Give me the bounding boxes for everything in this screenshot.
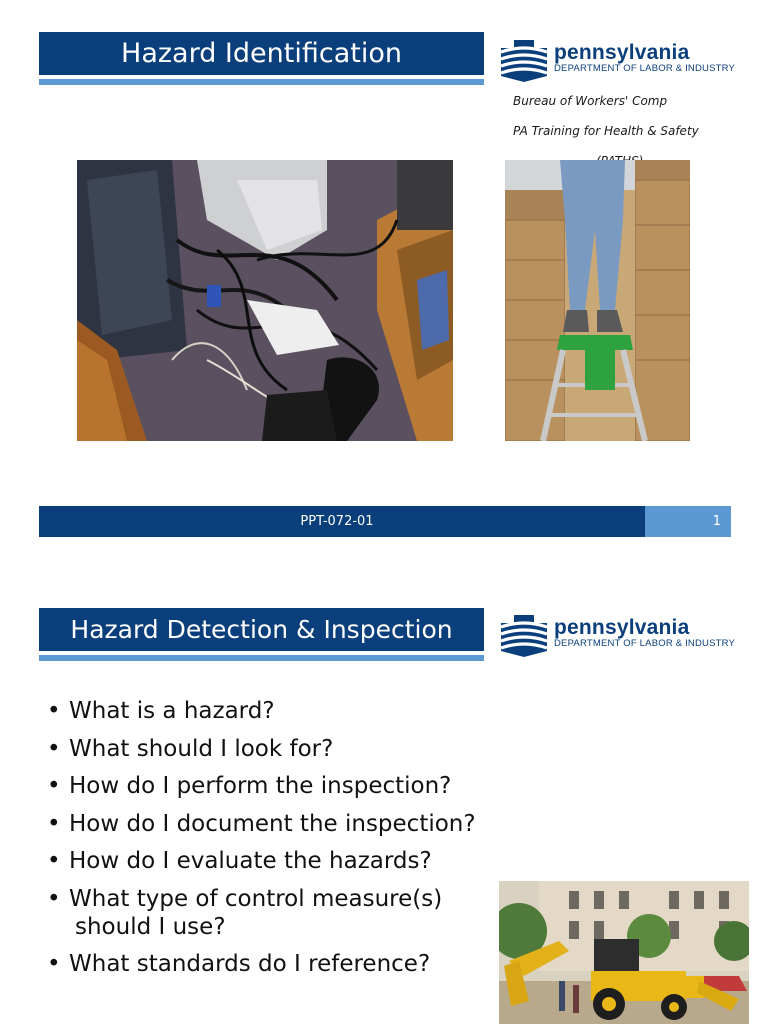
slide-2-title-underline [39, 655, 484, 661]
list-item-text: How do I evaluate the hazards? [69, 848, 432, 874]
list-item-text: What standards do I reference? [69, 951, 431, 977]
bullet-dot-icon: • [47, 810, 61, 837]
bullet-dot-icon: • [47, 698, 61, 724]
slide-1-title-underline [39, 79, 484, 85]
slide-1-title-bar [39, 32, 484, 75]
list-item [41, 810, 501, 838]
logo-department: DEPARTMENT OF LABOR & INDUSTRY [554, 63, 736, 74]
list-item [41, 697, 501, 725]
page-number: 1 [712, 514, 721, 529]
slide-1-title: Hazard Identification [121, 38, 402, 69]
bullet-dot-icon: • [47, 885, 61, 912]
logo-name: pennsylvania [554, 41, 690, 64]
question-list [41, 697, 501, 988]
keystone-logo-icon [500, 36, 548, 82]
cluttered-cables-photo [77, 160, 453, 441]
slide-2-title: Hazard Detection & Inspection [70, 615, 453, 644]
logo-name: pennsylvania [554, 616, 690, 639]
list-item-text: How do I perform the inspection? [69, 773, 452, 799]
list-item-text: What is a hazard? [69, 698, 275, 724]
logo-department: DEPARTMENT OF LABOR & INDUSTRY [554, 638, 736, 649]
slide-code: PPT-072-01 [300, 514, 374, 529]
backhoe-construction-photo [499, 881, 749, 1024]
list-item-text: How do I document the inspection? [69, 810, 476, 837]
bullet-dot-icon: • [47, 735, 61, 762]
slide-1-pa-logo [500, 36, 735, 82]
list-item [41, 847, 501, 875]
list-item-text: What should I look for? [69, 735, 334, 762]
note-bureau: Bureau of Workers' Comp [513, 94, 668, 108]
list-item [41, 950, 501, 978]
note-training: PA Training for Health & Safety [513, 124, 699, 138]
slide-1-footer [39, 506, 645, 537]
bullet-dot-icon: • [47, 848, 61, 874]
list-item [41, 735, 501, 763]
list-item [41, 885, 501, 941]
bullet-dot-icon: • [47, 951, 61, 977]
slide-1-page-number [645, 506, 731, 537]
slide-2-pa-logo [500, 611, 735, 657]
list-item [41, 772, 501, 800]
slide-2-title-bar [39, 608, 484, 651]
ladder-worker-photo [505, 160, 690, 441]
bullet-dot-icon: • [47, 773, 61, 799]
keystone-logo-icon [500, 611, 548, 657]
list-item-text-continued: should I use? [75, 913, 226, 940]
list-item-text: What type of control measure(s) [69, 885, 443, 912]
